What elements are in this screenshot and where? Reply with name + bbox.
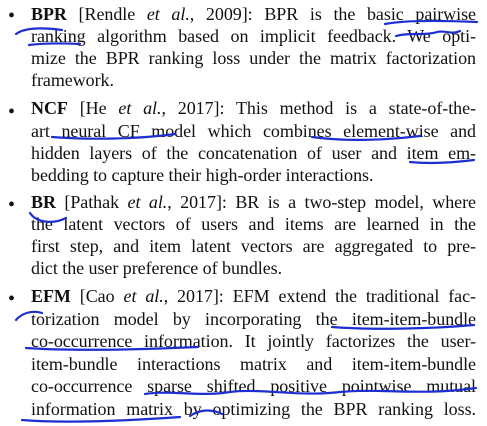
item-line-4: bedding to capture their high-order interactions.: [31, 165, 374, 185]
item-line-1: [31, 96, 476, 120]
method-name: EFM: [31, 286, 71, 306]
item-line-5: co-occurrence sparse shifted positive pointwise mutual: [31, 376, 476, 396]
citation-open: [Rendle: [78, 4, 147, 24]
citation-close: , 2017]:: [167, 192, 227, 212]
item-line-3: mize the BPR ranking loss under the matrix factorization: [31, 48, 476, 68]
item-line-2: ranking algorithm based on implicit feedback. We opti-: [31, 26, 476, 46]
item-line-3: co-occurrence information. It jointly factorizes the user-: [31, 331, 476, 351]
item-line-1: [31, 284, 476, 308]
citation-close: , 2017]:: [163, 286, 224, 306]
item-line-2: the latent vectors of users and items are learned in the: [31, 214, 476, 234]
line-text: EFM extend the traditional fac-: [232, 286, 476, 306]
citation-etal: et al.: [123, 286, 164, 306]
citation-open: [Cao: [79, 286, 124, 306]
bullet-icon: •: [8, 288, 16, 310]
item-line-4: item-bundle interactions matrix and item-item-bundle: [31, 354, 476, 374]
item-line-6: information matrix by optimizing the BPR ranking loss.: [31, 399, 476, 419]
citation-close: , 2009]:: [189, 4, 253, 24]
method-name: BPR: [31, 4, 67, 24]
line-text: BR is a two-step model, where: [235, 192, 476, 212]
item-line-2: torization model by incorporating the item-item-bundle: [31, 309, 476, 329]
citation-etal: et al.: [127, 192, 168, 212]
line-text: BPR is the basic pairwise: [264, 4, 476, 24]
citation-open: [He: [79, 98, 119, 118]
item-line-1: [31, 2, 476, 26]
citation-etal: et al.: [146, 4, 190, 24]
item-line-4: dict the user preference of bundles.: [31, 258, 283, 278]
citation-etal: et al.: [118, 98, 162, 118]
item-line-4: framework.: [31, 70, 114, 90]
citation-open: [Pathak: [64, 192, 128, 212]
item-line-2: art neural CF model which combines element-wise and: [31, 121, 476, 141]
method-name: NCF: [31, 98, 68, 118]
bullet-icon: •: [8, 5, 16, 27]
item-line-3: first step, and item latent vectors are aggregated to pre-: [31, 236, 476, 256]
item-line-3: hidden layers of the concatenation of user and item em-: [31, 143, 476, 163]
item-line-1: [31, 190, 476, 214]
bullet-icon: •: [8, 194, 16, 216]
citation-close: , 2017]:: [161, 98, 225, 118]
method-name: BR: [31, 192, 56, 212]
bullet-icon: •: [8, 101, 16, 123]
line-text: This method is a state-of-the-: [235, 98, 476, 118]
